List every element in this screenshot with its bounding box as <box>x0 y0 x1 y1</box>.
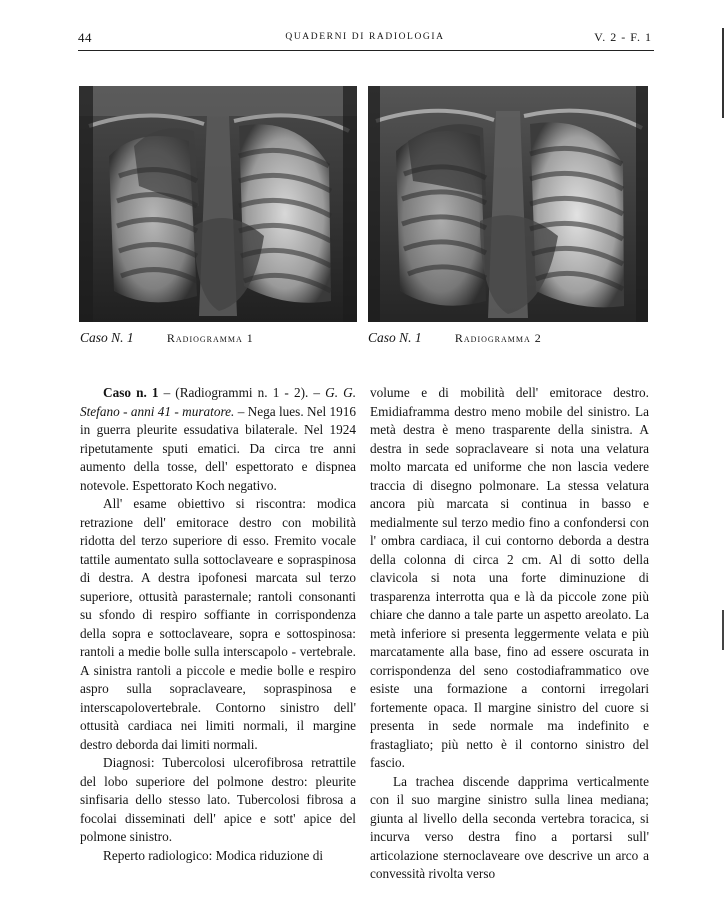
chest-xray-image <box>368 86 648 322</box>
trachea-paragraph: La trachea discende dapprima verticalmente con il suo margine sinistro sulla linea mediana; giunta al livello della seconda vertebra toracica, si incurva verso destra fino a portarsi sull' articolazione sternoclaveare ove descrive un arco a convessità rivolta verso <box>370 773 649 881</box>
scan-edge-mark <box>722 28 724 118</box>
header-rule <box>78 50 654 51</box>
text-column-left <box>80 384 356 865</box>
figure-caption-2 <box>368 330 542 348</box>
figure-caption-1 <box>80 330 254 348</box>
patient-info: G. G. Stefano - anni 41 - muratore. <box>80 385 357 419</box>
case-history: – Nega lues. Nel 1916 in guerra pleurite essudativa bilaterale. Nel 1924 ripetutamente sputi ematici. Da circa tre anni aumento della tosse, dell' espettorato e dispnea notevole. Espettorato Koch negativo. <box>80 403 357 493</box>
exam-paragraph: All' esame obiettivo si riscontra: modica retrazione dell' emitorace destro con mobilità ridotta del terzo superiore di esso. Fremito vocale tattile aumentato sulla sottoclaveare e sopraspinosa di destra. A destra ipofonesi marcata sul terzo superiore, ottusità parasternale; rantoli consonanti su sfondo di respiro soffiante in corrispondenza della sopra e sottoclaveare, sopra e sottospinosa: rantoli a medie bolle sulla interscapolo - vertebrale. A sinistra rantoli a piccole e medie bolle e respiro aspro sulla sopraclaveare, sopraspinosa e interscapolovertebrale. Contorno sinistro dell' ottusità cardiaca nei limiti normali, il margine destro deborda dai limiti normali. <box>80 496 356 752</box>
chest-xray-image <box>79 86 357 322</box>
radiograph-1 <box>79 86 357 322</box>
radiogram-label: Radiogramma 1 <box>166 331 254 345</box>
case-history-paragraph <box>80 384 356 495</box>
case-heading-rest: – (Radiogrammi n. 1 - 2). – <box>158 385 321 400</box>
volume-label: V. 2 - F. 1 <box>594 30 652 44</box>
diagnosis-paragraph: Diagnosi: Tubercolosi ulcerofibrosa retrattile del lobo superiore del polmone destro: pleurite sinfisaria dello stesso lato. Tubercolosi fibrosa a focolai disseminati dell' apice e sott' apice del polmone sinistro. <box>80 755 356 844</box>
report-paragraph-start: Reperto radiologico: Modica riduzione di <box>103 847 324 863</box>
case-label: Caso N. 1 <box>368 330 422 345</box>
case-label: Caso N. 1 <box>80 330 134 345</box>
scan-edge-mark <box>722 610 724 650</box>
running-header <box>78 30 652 48</box>
page-number: 44 <box>78 30 92 45</box>
case-heading: Caso n. 1 <box>103 385 159 400</box>
journal-title: QUADERNI DI RADIOLOGIA <box>285 32 445 42</box>
text-column-right <box>370 384 649 884</box>
report-paragraph-continued: volume e di mobilità dell' emitorace destro. Emidiaframma destro meno mobile del sinistro. La metà destra è meno trasparente della sinistra. A destra in sede sopraclaveare si nota una velatura molto marcata ed uniforme che non lascia vedere traccia di disegno polmonare. La stessa velatura ancora più marcata si continua in basso e medialmente sul terzo medio fino a confondersi con l' ombra cardiaca, il cui contorno deborda a destra della colonna di circa 2 cm. Al di sotto della clavicola si nota una forte diminuzione di trasparenza interrotta qua e là da piccole zone più chiare che danno a tale parte un aspetto areolato. La metà inferiore si presenta leggermente velata e più marcatamente alla base, fino ad essere oscurata in corrispondenza del seno costodiaframmatico ove esiste una formazione a contorni irregolari fortemente opaca. Il margine sinistro del cuore si presenta in sede normale ma indefinito e frastagliato; più netto è il contorno sinistro del fascio. <box>370 385 649 770</box>
radiogram-label: Radiogramma 2 <box>454 331 542 345</box>
radiograph-2 <box>368 86 648 322</box>
